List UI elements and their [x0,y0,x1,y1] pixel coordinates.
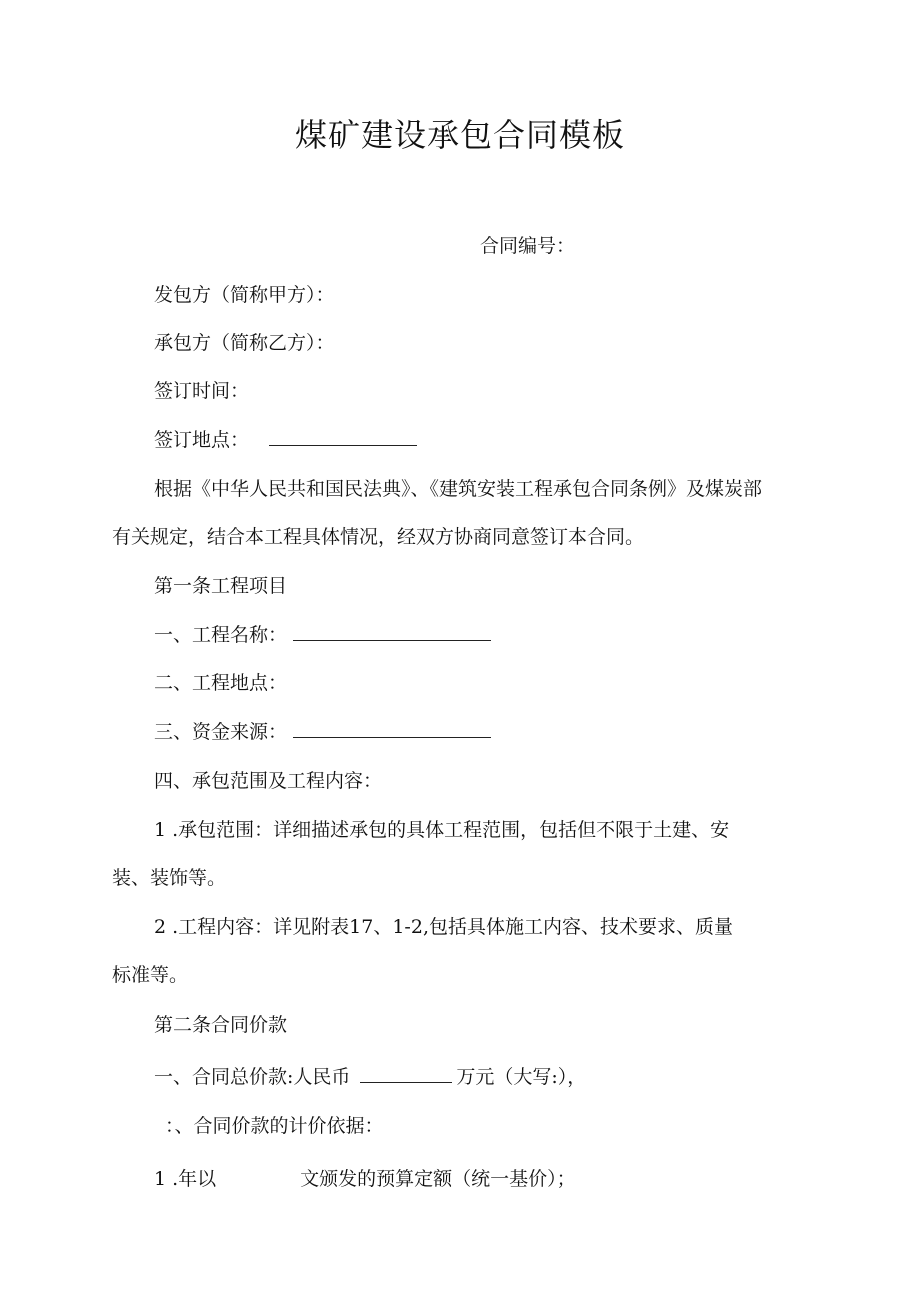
article-2-heading: 第二条合同价款 [154,1014,288,1036]
scope-heading: 四、承包范围及工程内容： [154,770,383,792]
scope-1-line-1: 1 .承包范围：详细描述承包的具体工程范围，包括但不限于土建、安 [154,819,730,841]
intro-paragraph-line-1: 根据《中华人民共和国民法典》、《建筑安装工程承包合同条例》及煤炭部 [154,478,763,500]
page-title: 煤矿建设承包合同模板 [294,116,625,154]
project-name-blank[interactable] [293,622,491,641]
basis-1-suffix: 文颁发的预算定额（统一基价）； [300,1168,576,1190]
scope-2-line-1: 2 .工程内容：详见附表17、1-2,包括具体施工内容、技术要求、质量 [154,916,733,938]
total-price-prefix: 一、合同总价款:人民币 [154,1066,351,1088]
fund-source-blank[interactable] [293,719,491,738]
project-name-row [154,621,491,649]
basis-1-prefix: 1 .年以 [154,1168,217,1190]
basis-1-row [154,1165,576,1193]
contract-number-label: 合同编号： [480,235,576,257]
sign-place-row [154,426,417,454]
total-price-row [154,1063,586,1091]
total-price-suffix: 万元（大写:）， [456,1066,587,1088]
scope-1-line-2: 装、装饰等。 [112,867,227,889]
project-place-label: 二、工程地点： [154,672,288,694]
fund-source-row [154,718,491,746]
intro-paragraph-line-2: 有关规定，结合本工程具体情况，经双方协商同意签订本合同。 [112,526,645,548]
sign-place-blank[interactable] [269,427,417,446]
total-price-blank[interactable] [360,1064,452,1083]
price-basis-heading: ：、合同价款的计价依据： [165,1115,384,1137]
party-b-label: 承包方（简称乙方）： [154,332,335,354]
party-a-label: 发包方（简称甲方）： [154,284,335,306]
project-name-label: 一、工程名称： [154,624,288,646]
sign-place-label: 签订地点： [154,429,250,451]
sign-time-label: 签订时间： [154,380,250,402]
fund-source-label: 三、资金来源： [154,721,288,743]
article-1-heading: 第一条工程项目 [154,575,288,597]
scope-2-line-2: 标准等。 [112,964,189,986]
